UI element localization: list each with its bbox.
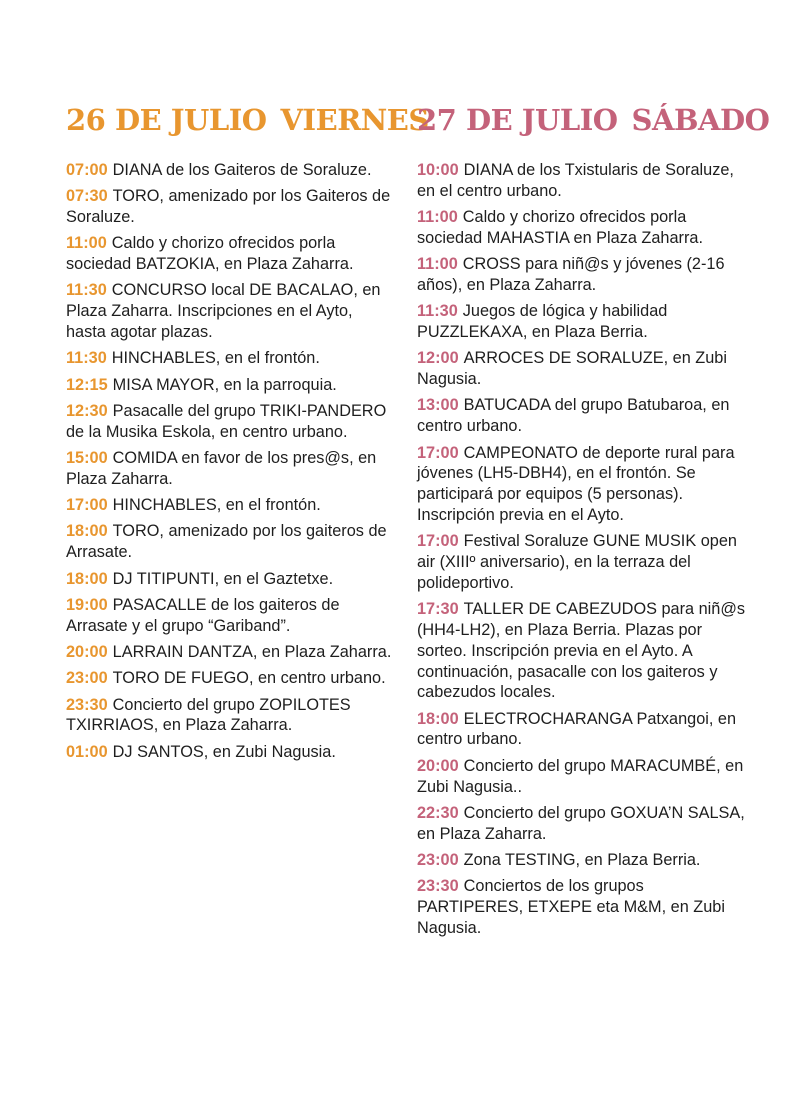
event-description: CONCURSO local DE BACALAO, en Plaza Zaharra. Inscripciones en el Ayto, hasta agotar plazas. — [66, 281, 381, 342]
event-time: 11:00 — [417, 255, 458, 274]
event-item — [417, 599, 752, 703]
event-time: 17:00 — [66, 496, 108, 515]
event-time: 23:00 — [66, 669, 108, 688]
event-time: 13:00 — [417, 396, 459, 415]
event-description: TORO DE FUEGO, en centro urbano. — [112, 669, 386, 688]
event-item — [417, 803, 752, 845]
event-item — [66, 448, 396, 490]
day-column-saturday — [417, 102, 770, 944]
event-description: Juegos de lógica y habilidad PUZZLEKAXA, en Plaza Berria. — [417, 302, 668, 342]
event-item — [417, 301, 752, 343]
event-time: 11:30 — [417, 302, 458, 321]
event-item — [66, 695, 396, 737]
event-item — [66, 186, 396, 228]
day-weekday: VIERNES — [280, 103, 429, 137]
event-item — [66, 595, 396, 637]
event-description: TORO, amenizado por los gaiteros de Arrasate. — [66, 522, 387, 562]
event-time: 12:00 — [417, 349, 459, 368]
event-time: 23:30 — [66, 695, 108, 714]
event-item — [417, 709, 752, 751]
event-time: 18:00 — [417, 709, 459, 728]
day-title-saturday — [417, 102, 770, 138]
event-item — [417, 876, 752, 938]
event-description: DJ TITIPUNTI, en el Gaztetxe. — [112, 569, 334, 588]
event-description: HINCHABLES, en el frontón. — [112, 496, 321, 515]
event-description: ARROCES DE SORALUZE, en Zubi Nagusia. — [417, 349, 727, 389]
event-description: Concierto del grupo ZOPILOTES TXIRRIAOS, en Plaza Zaharra. — [66, 695, 351, 735]
event-item — [66, 348, 396, 369]
day-title-friday — [66, 102, 429, 138]
event-description: HINCHABLES, en el frontón. — [111, 349, 320, 368]
event-description: MISA MAYOR, en la parroquia. — [112, 375, 337, 394]
event-item — [66, 280, 396, 342]
event-description: PASACALLE de los gaiteros de Arrasate y el grupo “Gariband”. — [66, 595, 340, 635]
event-time: 01:00 — [66, 742, 108, 761]
event-time: 17:00 — [417, 532, 459, 551]
event-item — [417, 254, 752, 296]
event-item — [417, 443, 752, 526]
event-time: 22:30 — [417, 803, 459, 822]
event-item — [66, 521, 396, 563]
event-description: Conciertos de los grupos PARTIPERES, ETXEPE eta M&M, en Zubi Nagusia. — [417, 877, 725, 937]
event-item — [417, 531, 752, 593]
event-list-saturday — [417, 160, 752, 939]
event-time: 15:00 — [66, 449, 108, 468]
event-description: Concierto del grupo MARACUMBÉ, en Zubi Nagusia.. — [417, 756, 744, 796]
event-description: BATUCADA del grupo Batubaroa, en centro urbano. — [417, 396, 730, 436]
event-description: DIANA de los Txistularis de Soraluze, en el centro urbano. — [417, 161, 734, 200]
event-time: 23:00 — [417, 850, 459, 869]
event-item — [417, 850, 752, 871]
event-item — [66, 742, 396, 763]
event-item — [417, 348, 752, 390]
day-date: 26 DE JULIO — [66, 103, 267, 137]
event-description: TORO, amenizado por los Gaiteros de Soraluze. — [66, 187, 391, 227]
event-description: TALLER DE CABEZUDOS para niñ@s (HH4-LH2), en Plaza Berria. Plazas por sorteo. Inscripción previa en el Ayto. A continuación, pasacalle con los gaiteros y cabezudos locales. — [417, 600, 745, 702]
event-item — [66, 642, 396, 663]
event-description: DJ SANTOS, en Zubi Nagusia. — [112, 742, 336, 761]
event-item — [66, 569, 396, 590]
day-weekday: SÁBADO — [631, 103, 770, 137]
event-description: COMIDA en favor de los pres@s, en Plaza Zaharra. — [66, 449, 377, 488]
event-time: 23:30 — [417, 877, 459, 896]
event-time: 10:00 — [417, 161, 459, 179]
event-description: Zona TESTING, en Plaza Berria. — [463, 850, 701, 869]
event-time: 17:30 — [417, 600, 459, 619]
event-description: DIANA de los Gaiteros de Soraluze. — [112, 161, 372, 179]
day-column-friday — [66, 102, 429, 768]
event-time: 20:00 — [66, 642, 108, 661]
event-item — [66, 668, 396, 689]
event-time: 17:00 — [417, 443, 459, 462]
event-description: CROSS para niñ@s y jóvenes (2-16 años), en Plaza Zaharra. — [417, 255, 725, 294]
event-description: Festival Soraluze GUNE MUSIK open air (XIIIº aniversario), en la terraza del polideportivo. — [417, 532, 737, 592]
event-description: Concierto del grupo GOXUA’N SALSA, en Plaza Zaharra. — [417, 803, 745, 843]
event-item — [66, 375, 396, 396]
event-item — [66, 401, 396, 443]
event-time: 20:00 — [417, 756, 459, 775]
event-time: 12:30 — [66, 401, 108, 420]
event-time: 18:00 — [66, 569, 108, 588]
event-item — [417, 756, 752, 798]
event-time: 19:00 — [66, 595, 108, 614]
event-item — [417, 207, 752, 249]
event-item — [66, 233, 396, 275]
event-description: CAMPEONATO de deporte rural para jóvenes (LH5-DBH4), en el frontón. Se participará por equipos (5 personas). Inscripción previa en el Ayto. — [417, 443, 735, 524]
event-item — [66, 495, 396, 516]
event-time: 12:15 — [66, 375, 108, 394]
event-time: 18:00 — [66, 522, 108, 541]
day-date: 27 DE JULIO — [417, 103, 618, 137]
event-time: 07:00 — [66, 161, 108, 179]
event-time: 07:30 — [66, 187, 108, 206]
event-time: 11:30 — [66, 349, 107, 368]
event-item — [417, 395, 752, 437]
event-description: Pasacalle del grupo TRIKI-PANDERO de la Musika Eskola, en centro urbano. — [66, 401, 387, 441]
event-description: Caldo y chorizo ofrecidos porla sociedad MAHASTIA en Plaza Zaharra. — [417, 208, 703, 247]
event-description: ELECTROCHARANGA Patxangoi, en centro urbano. — [417, 709, 737, 749]
event-time: 11:00 — [66, 234, 107, 253]
event-description: Caldo y chorizo ofrecidos porla sociedad BATZOKIA, en Plaza Zaharra. — [66, 234, 354, 274]
event-time: 11:30 — [66, 281, 107, 300]
event-description: LARRAIN DANTZA, en Plaza Zaharra. — [112, 642, 392, 661]
event-item — [417, 160, 752, 202]
event-time: 11:00 — [417, 208, 458, 227]
event-item — [66, 160, 396, 181]
event-list-friday — [66, 160, 396, 762]
